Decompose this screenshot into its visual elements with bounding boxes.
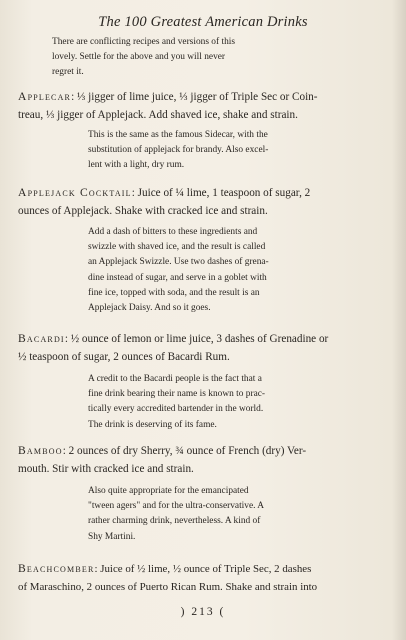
note-line: There are conflicting recipes and versions of this (52, 37, 236, 47)
recipe-entry-bacardi (18, 330, 394, 366)
note-line: Add a dash of bitters to these ingredients and (88, 227, 258, 237)
recipe-line (18, 442, 394, 460)
recipe-text: : ⅓ jigger of lime juice, ⅓ jigger of Triple Sec or Coin- (71, 91, 318, 103)
recipe-line (18, 560, 394, 578)
recipe-note-applejack-cocktail (88, 225, 388, 316)
note-line: dine instead of sugar, and serve in a goblet with (88, 272, 267, 283)
recipe-line (18, 88, 394, 106)
recipe-note-bacardi (88, 372, 388, 433)
note-line: "tween agers" and for the ultra-conservative. A (88, 501, 265, 512)
note-line: tically every accredited bartender in the world. (88, 404, 264, 415)
note-line: lent with a light, dry rum. (88, 160, 185, 171)
note-line: fine ice, topped with soda, and the result is an (88, 287, 260, 298)
note-line: substitution of applejack for brandy. Also excel- (88, 145, 269, 156)
recipe-text: : Juice of ½ lime, ½ ounce of Triple Sec, 2 dashes (94, 563, 312, 575)
recipe-entry-applejack-cocktail (18, 184, 394, 220)
recipe-line (18, 330, 394, 348)
note-line: lovely. Settle for the above and you will never (52, 52, 226, 63)
running-head: The 100 Greatest American Drinks (98, 14, 308, 30)
recipe-line: mouth. Stir with cracked ice and strain. (18, 463, 194, 475)
recipe-entry-beachcomber (18, 560, 394, 596)
note-line: an Applejack Swizzle. Use two dashes of grena- (88, 257, 269, 268)
recipe-line: ounces of Applejack. Shake with cracked ice and strain. (18, 205, 268, 217)
note-line: fine drink bearing their name is known to prac- (88, 389, 266, 400)
drink-name: Bamboo (18, 444, 63, 457)
note-line: rather charming drink, nevertheless. A kind of (88, 516, 261, 527)
note-line: swizzle with shaved ice, and the result is called (88, 242, 266, 253)
drink-name: Beachcomber (18, 562, 95, 575)
note-line: This is the same as the famous Sidecar, with the (88, 130, 268, 140)
drink-name: Applejack Cocktail (18, 186, 132, 199)
note-line: A credit to the Bacardi people is the fact that a (88, 374, 262, 384)
recipe-entry-bamboo (18, 442, 394, 478)
page-number: ) 213 ( (180, 606, 226, 618)
recipe-line: ½ teaspoon of sugar, 2 ounces of Bacardi Rum. (18, 351, 230, 363)
note-line: Shy Martini. (88, 531, 136, 542)
drink-name: Applecar (18, 90, 72, 103)
note-line: The drink is deserving of its fame. (88, 419, 217, 430)
note-line: regret it. (52, 67, 84, 78)
recipe-text: : ½ ounce of lemon or lime juice, 3 dashes of Grenadine or (64, 333, 329, 345)
recipe-note-bamboo (88, 484, 388, 545)
intro-note (52, 35, 372, 81)
recipe-entry-applecar (18, 88, 394, 124)
recipe-note-applecar (88, 128, 388, 174)
recipe-line: treau, ⅓ jigger of Applejack. Add shaved ice, shake and strain. (18, 109, 298, 121)
drink-name: Bacardi (18, 332, 65, 345)
recipe-text: : Juice of ¼ lime, 1 teaspoon of sugar, 2 (131, 187, 311, 199)
recipe-line: of Maraschino, 2 ounces of Puerto Rican Rum. Shake and strain into (18, 581, 318, 593)
page-edge-shadow (392, 0, 406, 640)
recipe-text: : 2 ounces of dry Sherry, ¾ ounce of French (dry) Ver- (62, 445, 307, 457)
note-line: Also quite appropriate for the emancipated (88, 486, 249, 496)
note-line: Applejack Daisy. And so it goes. (88, 303, 211, 314)
recipe-line (18, 184, 394, 202)
